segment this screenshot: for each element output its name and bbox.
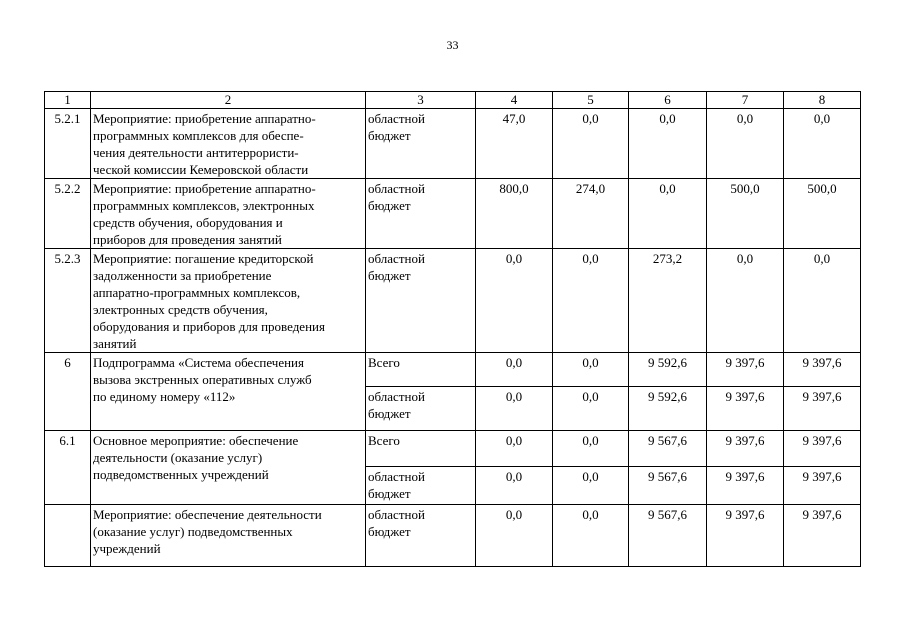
value-cell: 273,2 bbox=[629, 249, 707, 353]
value-cell: 0,0 bbox=[784, 109, 861, 179]
value-cell: 0,0 bbox=[553, 353, 629, 387]
row-name-cell bbox=[91, 249, 366, 353]
funding-source-cell bbox=[366, 467, 476, 505]
header-cell: 5 bbox=[553, 92, 629, 109]
row-name-line: задолженности за приобретение bbox=[93, 268, 272, 283]
row-name-line: электронных средств обучения, bbox=[93, 302, 268, 317]
value-cell: 0,0 bbox=[784, 249, 861, 353]
row-name-line: средств обучения, оборудования и bbox=[93, 215, 283, 230]
value-cell: 9 397,6 bbox=[784, 467, 861, 505]
value-cell: 0,0 bbox=[629, 179, 707, 249]
value-cell: 0,0 bbox=[553, 431, 629, 467]
funding-source-cell bbox=[366, 249, 476, 353]
value-cell: 500,0 bbox=[784, 179, 861, 249]
value-cell: 800,0 bbox=[476, 179, 553, 249]
value-cell: 9 397,6 bbox=[784, 353, 861, 387]
table-header-row bbox=[45, 92, 861, 109]
funding-source-line: областной bbox=[368, 251, 425, 266]
row-name-line: Подпрограмма «Система обеспечения bbox=[93, 355, 304, 370]
funding-source-line: бюджет bbox=[368, 486, 411, 501]
row-name-line: занятий bbox=[93, 336, 137, 351]
row-name-line: программных комплексов, электронных bbox=[93, 198, 315, 213]
value-cell: 0,0 bbox=[553, 249, 629, 353]
value-cell: 9 397,6 bbox=[707, 431, 784, 467]
value-cell: 0,0 bbox=[707, 249, 784, 353]
value-cell: 0,0 bbox=[553, 467, 629, 505]
table-row bbox=[45, 505, 861, 567]
value-cell: 9 397,6 bbox=[707, 467, 784, 505]
row-number-cell: 6 bbox=[45, 353, 91, 431]
header-cell: 4 bbox=[476, 92, 553, 109]
table-row bbox=[45, 431, 861, 467]
row-name-line: Мероприятие: приобретение аппаратно- bbox=[93, 181, 316, 196]
row-name-line: Мероприятие: погашение кредиторской bbox=[93, 251, 314, 266]
funding-source-line: областной bbox=[368, 181, 425, 196]
value-cell: 9 567,6 bbox=[629, 431, 707, 467]
header-cell: 6 bbox=[629, 92, 707, 109]
value-cell: 0,0 bbox=[476, 249, 553, 353]
value-cell: 0,0 bbox=[476, 387, 553, 431]
header-cell: 8 bbox=[784, 92, 861, 109]
header-cell: 3 bbox=[366, 92, 476, 109]
table-row bbox=[45, 179, 861, 249]
value-cell: 9 397,6 bbox=[707, 353, 784, 387]
row-name-cell bbox=[91, 353, 366, 431]
row-number-cell: 6.1 bbox=[45, 431, 91, 505]
value-cell: 0,0 bbox=[476, 431, 553, 467]
row-name-line: подведомственных учреждений bbox=[93, 467, 269, 482]
value-cell: 0,0 bbox=[629, 109, 707, 179]
row-name-line: ческой комиссии Кемеровской области bbox=[93, 162, 309, 177]
funding-source-line: Всего bbox=[368, 433, 400, 448]
row-name-line: приборов для проведения занятий bbox=[93, 232, 282, 247]
value-cell: 47,0 bbox=[476, 109, 553, 179]
funding-source-cell bbox=[366, 353, 476, 387]
funding-source-line: бюджет bbox=[368, 524, 411, 539]
row-name-cell bbox=[91, 109, 366, 179]
funding-source-cell bbox=[366, 179, 476, 249]
value-cell: 9 592,6 bbox=[629, 353, 707, 387]
row-number-cell bbox=[45, 505, 91, 567]
value-cell: 9 397,6 bbox=[784, 387, 861, 431]
value-cell: 9 397,6 bbox=[784, 505, 861, 567]
value-cell: 9 397,6 bbox=[707, 505, 784, 567]
value-cell: 0,0 bbox=[707, 109, 784, 179]
header-cell: 2 bbox=[91, 92, 366, 109]
row-name-line: вызова экстренных оперативных служб bbox=[93, 372, 312, 387]
value-cell: 9 592,6 bbox=[629, 387, 707, 431]
value-cell: 0,0 bbox=[553, 505, 629, 567]
value-cell: 274,0 bbox=[553, 179, 629, 249]
budget-table bbox=[44, 91, 861, 567]
row-number-cell: 5.2.1 bbox=[45, 109, 91, 179]
funding-source-cell bbox=[366, 505, 476, 567]
funding-source-cell bbox=[366, 431, 476, 467]
table-row bbox=[45, 353, 861, 387]
value-cell: 0,0 bbox=[553, 109, 629, 179]
page-number: 33 bbox=[446, 38, 459, 52]
row-name-cell bbox=[91, 179, 366, 249]
value-cell: 500,0 bbox=[707, 179, 784, 249]
funding-source-line: Всего bbox=[368, 355, 400, 370]
value-cell: 9 397,6 bbox=[707, 387, 784, 431]
row-name-line: деятельности (оказание услуг) bbox=[93, 450, 263, 465]
funding-source-cell bbox=[366, 109, 476, 179]
value-cell: 0,0 bbox=[476, 467, 553, 505]
row-name-line: (оказание услуг) подведомственных bbox=[93, 524, 293, 539]
row-name-cell bbox=[91, 431, 366, 505]
value-cell: 9 567,6 bbox=[629, 467, 707, 505]
funding-source-line: бюджет bbox=[368, 128, 411, 143]
funding-source-line: областной bbox=[368, 469, 425, 484]
row-name-cell bbox=[91, 505, 366, 567]
value-cell: 9 397,6 bbox=[784, 431, 861, 467]
table-row bbox=[45, 249, 861, 353]
value-cell: 9 567,6 bbox=[629, 505, 707, 567]
header-cell: 1 bbox=[45, 92, 91, 109]
row-name-line: аппаратно-программных комплексов, bbox=[93, 285, 301, 300]
funding-source-cell bbox=[366, 387, 476, 431]
funding-source-line: бюджет bbox=[368, 406, 411, 421]
funding-source-line: областной bbox=[368, 389, 425, 404]
value-cell: 0,0 bbox=[476, 353, 553, 387]
row-name-line: чения деятельности антитеррористи- bbox=[93, 145, 299, 160]
funding-source-line: областной bbox=[368, 111, 425, 126]
row-name-line: учреждений bbox=[93, 541, 161, 556]
funding-source-line: бюджет bbox=[368, 268, 411, 283]
row-number-cell: 5.2.3 bbox=[45, 249, 91, 353]
row-number-cell: 5.2.2 bbox=[45, 179, 91, 249]
table-row bbox=[45, 109, 861, 179]
value-cell: 0,0 bbox=[553, 387, 629, 431]
header-cell: 7 bbox=[707, 92, 784, 109]
row-name-line: Основное мероприятие: обеспечение bbox=[93, 433, 299, 448]
funding-source-line: областной bbox=[368, 507, 425, 522]
row-name-line: по единому номеру «112» bbox=[93, 389, 236, 404]
row-name-line: программных комплексов для обеспе- bbox=[93, 128, 304, 143]
row-name-line: Мероприятие: обеспечение деятельности bbox=[93, 507, 322, 522]
value-cell: 0,0 bbox=[476, 505, 553, 567]
row-name-line: Мероприятие: приобретение аппаратно- bbox=[93, 111, 316, 126]
funding-source-line: бюджет bbox=[368, 198, 411, 213]
row-name-line: оборудования и приборов для проведения bbox=[93, 319, 325, 334]
